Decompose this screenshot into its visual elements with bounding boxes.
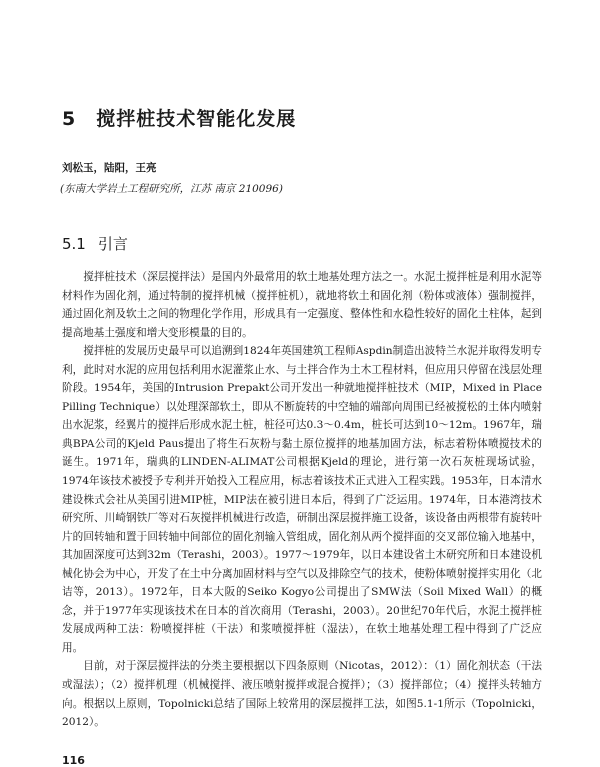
authors: 刘松玉，陆阳，王亮 bbox=[62, 162, 157, 174]
paragraph: 目前，对于深层搅拌法的分类主要根据以下四条原则（Nicotas，2012）：（1）固化剂状态（干法或湿法）；（2）搅拌机理（机械搅拌、液压喷射搅拌或混合搅拌）；（3）搅拌部位；（4）搅拌头转轴方向。根据以上原则，Topolnicki总结了国际上较常用的深层搅拌工法，如图5.1-1所示（Topolnicki，2012）。 bbox=[62, 660, 542, 729]
chapter-number: 5 bbox=[62, 108, 77, 130]
page-number: 116 bbox=[62, 754, 85, 767]
section-title-text: 引言 bbox=[97, 235, 128, 253]
body-text bbox=[62, 268, 542, 732]
section-number: 5.1 bbox=[62, 235, 86, 253]
section-heading bbox=[62, 233, 128, 254]
chapter-title bbox=[62, 104, 296, 131]
chapter-title-text: 搅拌桩技术智能化发展 bbox=[96, 108, 297, 130]
paragraph: 搅拌桩的发展历史最早可以追溯到1824年英国建筑工程师Aspdin制造出波特兰水泥并取得发明专利，此时对水泥的应用包括利用水泥灌浆止水、与土拌合作为土木工程材料，但应用只停留在浅层处理阶段。1954年，美国的Intrusion Prepakt公司开发出一种就地搅拌桩技术（MIP，Mixed in Place Pilling Technique）以处理深部软土，即从不断旋转的中空轴的端部向周围已经被搅松的土体内喷射出水泥浆，经翼片的搅拌后形成水泥土桩，桩径可达0.3～0.4m，桩长可达到10～12m。1967年，瑞典BPA公司的Kjeld Paus提出了将生石灰粉与黏土原位搅拌的地基加固方法，标志着粉体喷搅技术的诞生。1971年，瑞典的LINDEN-ALIMAT公司根据Kjeld的理论，进行第一次石灰桩现场试验，1974年该技术被授予专利并开始投入工程应用，标志着该技术正式进入工程实践。1953年，日本清水建设株式会社从美国引进MIP桩，MIP法在被引进日本后，得到了广泛运用。1974年，日本港湾技术研究所、川崎钢铁厂等对石灰搅拌机械进行改造，研制出深层搅拌施工设备，该设备由两根带有旋转叶片的回转轴和置于回转轴中间部位的固化剂输入管组成，固化剂从两个搅拌面的交叉部位输入地基中，其加固深度可达到32m（Terashi，2003）。1977～1979年，以日本建设省土木研究所和日本建设机械化协会为中心，开发了在土中分离加固材料与空气以及排除空气的技术，使粉体喷射搅拌实用化（北诘等，2013）。1972年，日本大阪的Seiko Kogyo公司提出了SMW法（Soil Mixed Wall）的概念，并于1977年实现该技术在日本的首次商用（Terashi，2003）。20世纪70年代后，水泥土搅拌桩发展成两种工法：粉喷搅拌桩（干法）和浆喷搅拌桩（湿法），在软土地基处理工程中得到了广泛应用。 bbox=[62, 345, 542, 654]
affiliation: (东南大学岩土工程研究所，江苏 南京 210096) bbox=[60, 183, 283, 195]
paragraph: 搅拌桩技术（深层搅拌法）是国内外最常用的软土地基处理方法之一。水泥土搅拌桩是利用水泥等材料作为固化剂，通过特制的搅拌机械（搅拌桩机），就地将软土和固化剂（粉体或液体）强制搅拌，通过固化剂及软土之间的物理化学作用，形成具有一定强度、整体性和水稳性较好的固化土柱体，起到提高地基土强度和增大变形模量的目的。 bbox=[62, 271, 542, 339]
